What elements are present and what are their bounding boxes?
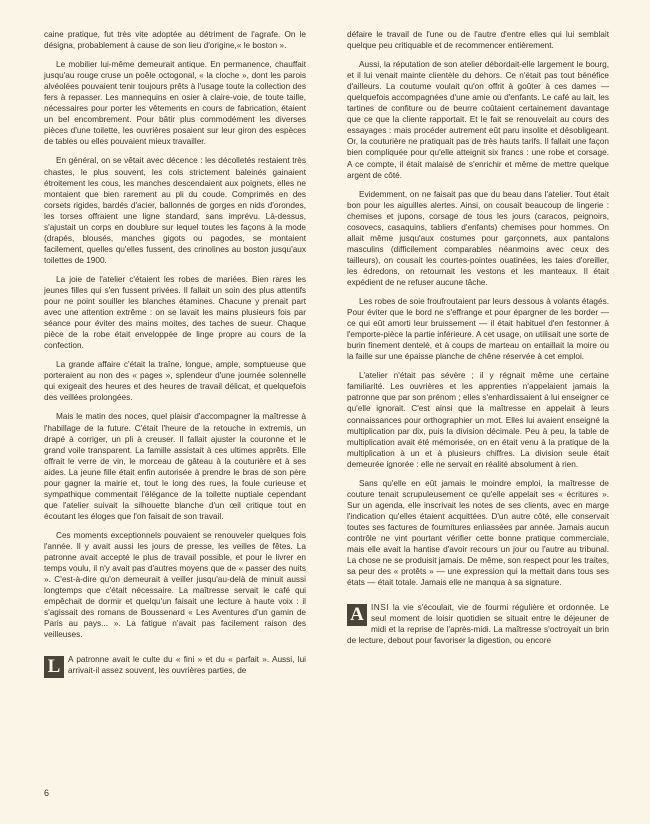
paragraph: Le mobilier lui-même demeurait antique. En permanence, chauffait jusqu'au rouge cruse un poêle octogonal, « la cloche », dont les parois alvéolées pouvaient tenir toujours prêts à l'usage toute la collection des fers à repasser. Les mannequins en osier à claire-voie, de toute taille, nécessaires pour porter les vêtements en cours de fabrication, étaient un bel encombrement. Pour bâtir plus commodément les diverses pièces d'une toilette, les ouvrières posaient sur leur giron des espèces de tables ou elles pouvaient mieux travailler. [44, 60, 306, 147]
paragraph: Les robes de soie froufroutaient par leurs dessous à volants étagés. Pour éviter que le bord ne s'effrange et pour épargner de les border — ce qui eût amorti leur bruissement — il était habituel d'en festonner à l'emporte-pièce la partie inférieure. A cet usage, on utilisait une sorte de burin finement dentelé, et à coups de marteau on entaillait la moire ou la faille sur une épaisse planche de chêne réservée à cet emploi. [347, 297, 609, 362]
page-number: 6 [44, 788, 50, 798]
paragraph: Ces moments exceptionnels pouvaient se renouveler quelques fois l'année. Il y avait aussi les jours de presse, les veilles de fêtes. La patronne avait accepté le plus de travail possible, et pour le livrer en temps voulu, il n'y avait pas d'autres moyens que de « passer des nuits ». C'est-à-dire qu'on demeurait à veiller jusqu'au-delà de minuit aussi longtemps que c'était nécessaire. La maîtresse servait le café qui empêchait de dormir et quelqu'un faisait une lecture à haute voix : il s'agissait des romans de Boussenard « Les Aventures d'un gamin de Paris au pays... ». La fatigue n'avait pas facilement raison des veilleuses. [44, 530, 306, 640]
right-column [347, 29, 609, 654]
paragraph: Sans qu'elle en eût jamais le moindre emploi, la maîtresse de couture tenait scrupuleusement ce qu'elle appelait ses « écritures ». Sur un agenda, elle inscrivait les notes de ses clients, avec en marge l'indication qu'elles étaient acquittées. D'un autre côté, elle conservait toutes ses factures de fournitures enliassées par année. Jamais aucun contrôle ne vint pourtant vérifier cette bonne pratique commerciale, mais elle avait la hantise d'avoir recours un jour ou l'autre au tribunal. La chose ne se produisit jamais. De même, son respect pour les traites, sa peur des « protêts » — une expression qui la mettait dans tous ses états — était totale. Jamais elle ne manqua à sa signature. [347, 478, 609, 588]
drop-cap: A [347, 604, 367, 626]
paragraph: La grande affaire c'était la traîne, longue, ample, somptueuse que porteraient au non des « pages », splendeur d'une journée solennelle qui exigeait des heures et des heures de travail délicat, et quelquefois des veillées prolongées. [44, 360, 306, 403]
paragraph: défaire le travail de l'une ou de l'autre d'entre elles qui lui semblait quelque peu critiquable et de recommencer entièrement. [347, 30, 609, 51]
paragraph: La joie de l'atelier c'étaient les robes de mariées. Bien rares les jeunes filles qui s'en fussent privées. Il fallait un soin des plus attentifs pour ne point souiller les blanches étamines. Chacune y prenait part avec une attention extrême : on se lavait les mains plusieurs fois par séance pour éviter des mains moites, des taches de sueur. Chaque pièce de la robe était enveloppée de linge propre au cours de la confection. [44, 274, 306, 351]
paragraph-with-dropcap [44, 654, 306, 676]
paragraph: L'atelier n'était pas sévère ; il y régnait même une certaine familiarité. Les ouvrières et les apprenties n'appelaient jamais la patronne que par son prénom ; elles s'enhardissaient à lui enseigner ce qu'elle ignorait. C'est ainsi que la maîtresse en appelait à leurs connaissances pour orthographier un mot. Elles lui avaient enseigné la multiplication par dix, puis la division décimale. Peu à peu, la table de multiplication avait été mémorisée, on en était venu à la pratique de la multiplication à un et à plusieurs chiffres. La division seule était demeurée ignorée : elle ne servait en réalité absolument à rien. [347, 371, 609, 469]
paragraph: Evidemment, on ne faisait pas que du beau dans l'atelier. Tout était bon pour les aiguilles alertes. Ainsi, on cousait beaucoup de lingerie : chemises et jupons, corsage de tous les jours (caracos, peignoirs, cosovecs, casaquins, tabliers d'enfants) chemises pour hommes. On allait même jusqu'aux costumes pour garçonnets, aux pantalons masculins (difficilement comparables néanmoins avec ceux des tailleurs), on cousait les courtes-pointes ouatinées, les taies d'oreiller, les édredons, on retournait les vestons et les manteaux. Il était expédient de ne refuser aucune tâche. [347, 189, 609, 287]
paragraph: caine pratique, fut très vite adoptée au détriment de l'agrafe. On le désigna, probablement à cause de son lieu d'origine,« le boston ». [44, 30, 306, 51]
left-column [44, 29, 306, 684]
paragraph-with-dropcap [347, 602, 609, 646]
paragraph: En général, on se vêtait avec décence : les décolletés restaient très chastes, le plus souvent, les cols strictement baleinés gainaient étroitement les cous, les manches descendaient aux poignets, elles ne montaient que bien rarement au pli du coude. Comprimés en des corsets rigides, bardés d'acier, ballonnés de gorges en nids d'orondes, les torses offraient une ligne standard, sans imprévu. Là-dessus, s'ajustait un corps en doublure sur lequel toutes les façons à la mode (drapés, blousés, manches gigots ou pagodes, se montaient facilement, quelles qu'elles fussent, des crinolines au boston jusqu'aux toilettes de 1900. [44, 156, 306, 265]
drop-cap: L [44, 656, 64, 678]
paragraph: Mais le matin des noces, quel plaisir d'accompagner la maîtresse à l'habillage de la future. C'était l'heure de la retouche in extremis, un drapé à corriger, un pli à creuser. Il fallait ajuster la couronne et le grand voile transparent. La famille assistait à ces ultimes apprêts. Elle offrait le verre de vin, le morceau de gâteau à la couturière et à ses aides. La jeune fille était enfin autorisée à prendre le bras de son père pour gagner la mairie et, tout le long des rues, la foule curieuse et sympathique commentait l'élégance de la toilette nuptiale cependant que l'atelier suivait la silhouette blanche d'un œil critique tout en écoutant les éloges que l'on faisait de son travail. [44, 412, 306, 521]
lead-word: INSI [371, 603, 390, 613]
paragraph-text: A patronne avait le culte du « fini » et du « parfait ». Aussi, lui arrivait-il assez souvent, les ouvrières parties, de [68, 655, 306, 676]
paragraph-text: la vie s'écoulait, vie de fourmi régulière et ordonnée. Le seul moment de loisir quotidien se situait entre le déjeuner de midi et la reprise de l'après-midi. La maîtresse s'octroyait un brin de lecture, debout pour favoriser la digestion, ou encore [347, 603, 609, 646]
paragraph: Aussi, la réputation de son atelier débordait-elle largement le bourg, et il lui venait mainte clientèle du dehors. Ce n'était pas tout bénéfice d'ailleurs. La coutume voulait qu'on offrit à goûter à ces dames — quelquefois accompagnées d'une amie ou d'enfants. Le café au lait, les tartines de confiture ou de beurre coûtaient certainement davantage que ce que la cliente rapportait. Et le fait se renouvelait au cours des essayages : mais procéder autrement eût paru insolite et désobligeant. Or, la couturière ne pratiquait pas de très hauts tarifs. Il fallait une façon bien compliquée pour qu'elle atteignit six francs : une robe et corsage. A ce compte, il était malaisé de s'enrichir et même de mettre quelque argent de côté. [347, 60, 609, 180]
